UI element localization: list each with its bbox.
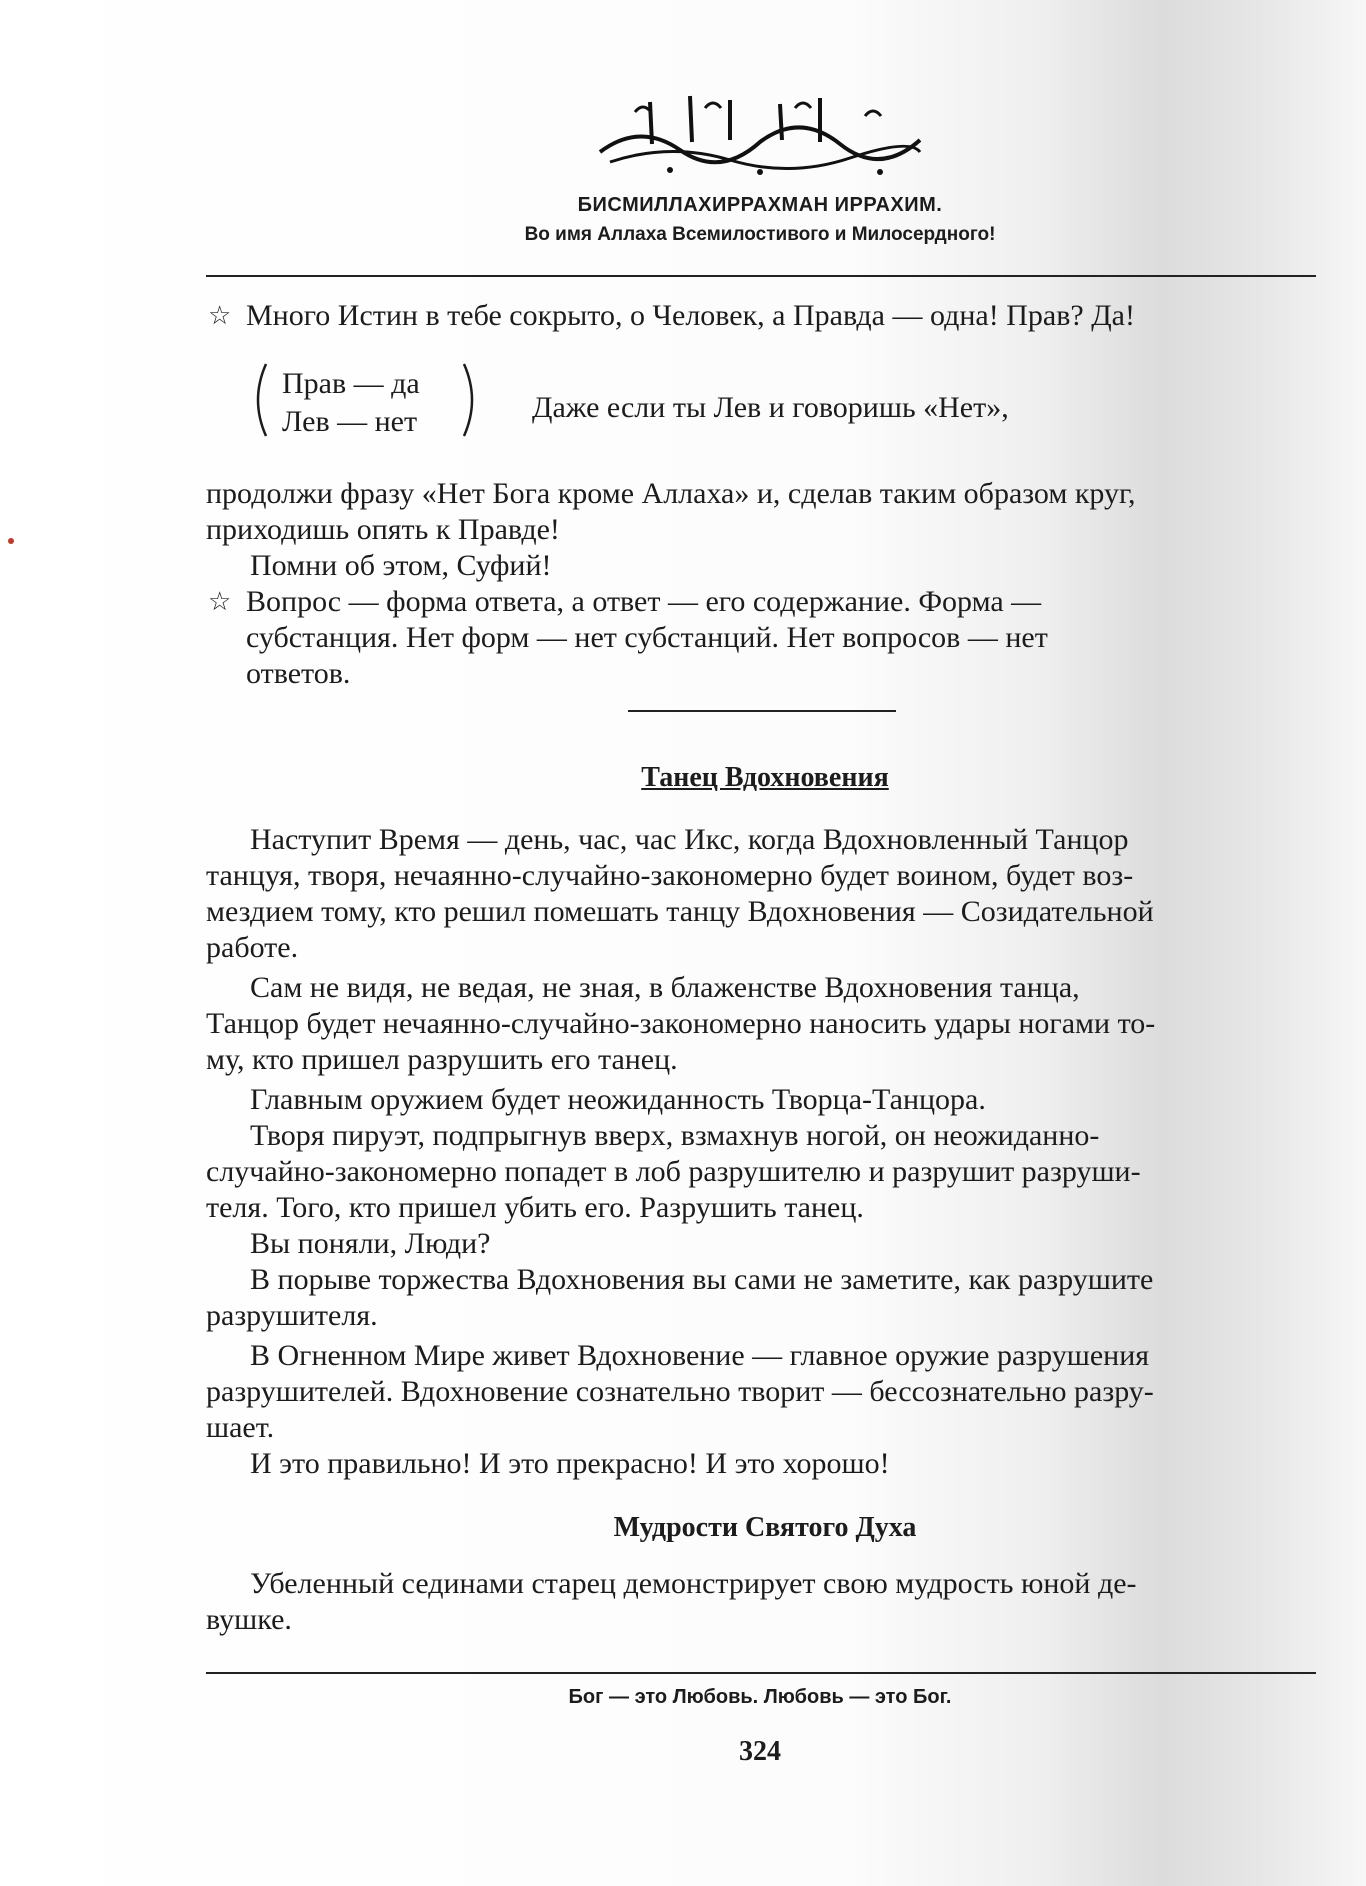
text-line: мездием тому, кто решил помешать танцу Вдохновения — Созидательной — [206, 895, 1154, 928]
right-bracket-icon — [460, 360, 484, 440]
header-subtitle: Во имя Аллаха Всемилостивого и Милосердного! — [524, 224, 996, 245]
text-line: случайно-закономерно попадет в лоб разрушителю и разрушит разруши- — [206, 1155, 1141, 1188]
text-line: работе. — [206, 931, 299, 964]
text-line: ответов. — [246, 657, 351, 690]
header-title: БИСМИЛЛАХИРРАХМАН ИРРАХИМ. — [577, 194, 943, 216]
bracket-bottom: Лев — нет — [282, 405, 418, 438]
text-line: вушке. — [206, 1603, 292, 1636]
left-bracket-icon — [246, 360, 270, 440]
text-line: Сам не видя, не ведая, не зная, в блаженстве Вдохновения танца, — [250, 971, 1080, 1004]
section-heading: Мудрости Святого Духа — [613, 1512, 917, 1543]
footer-rule — [206, 1672, 1316, 1674]
margin-mark — [8, 538, 14, 544]
text-line: шает. — [206, 1411, 275, 1444]
bracket-side-text: Даже если ты Лев и говоришь «Нет», — [532, 391, 1009, 424]
text-line: продолжи фразу «Нет Бога кроме Аллаха» и, сделав таким образом круг, — [206, 477, 1136, 510]
text-line: субстанция. Нет форм — нет субстанций. Нет вопросов — нет — [246, 621, 1048, 654]
text-line: В Огненном Мире живет Вдохновение — главное оружие разрушения — [250, 1339, 1150, 1372]
text-line: танцуя, творя, нечаянно-случайно-закономерно будет воином, будет воз- — [206, 859, 1134, 892]
page-number: 324 — [739, 1736, 781, 1767]
text-line: приходишь опять к Правде! — [206, 513, 560, 546]
star-bullet-icon: ☆ — [208, 587, 232, 616]
text-line: теля. Того, кто пришел убить его. Разрушить танец. — [206, 1191, 864, 1224]
section-divider — [628, 710, 896, 712]
bracket-top: Прав — да — [282, 367, 420, 400]
text-line: Убеленный сединами старец демонстрирует свою мудрость юной де- — [250, 1567, 1137, 1600]
text-line: В порыве торжества Вдохновения вы сами не заметите, как разрушите — [250, 1263, 1154, 1296]
text-line: му, кто пришел разрушить его танец. — [206, 1043, 678, 1076]
text-line: Наступит Время — день, час, час Икс, когда Вдохновленный Танцор — [250, 823, 1129, 856]
star-bullet-icon: ☆ — [208, 301, 232, 330]
text-line: И это правильно! И это прекрасно! И это хорошо! — [250, 1447, 890, 1480]
header-rule — [206, 275, 1316, 277]
text-line: Помни об этом, Суфий! — [250, 549, 552, 582]
basmala-calligraphy — [580, 82, 940, 182]
text-line: Танцор будет нечаянно-случайно-закономерно наносить удары ногами то- — [206, 1007, 1156, 1040]
text-line: Творя пируэт, подпрыгнув вверх, взмахнув ногой, он неожиданно- — [250, 1119, 1100, 1152]
section-heading: Танец Вдохновения — [641, 762, 889, 793]
text-line: Вы поняли, Люди? — [250, 1227, 491, 1260]
text-line: разрушителей. Вдохновение сознательно творит — бессознательно разру- — [206, 1375, 1154, 1408]
footer-motto: Бог — это Любовь. Любовь — это Бог. — [568, 1686, 952, 1708]
text-line: Вопрос — форма ответа, а ответ — его содержание. Форма — — [246, 585, 1042, 618]
text-line: Много Истин в тебе сокрыто, о Человек, а Правда — одна! Прав? Да! — [246, 299, 1135, 332]
text-line: Главным оружием будет неожиданность Творца-Танцора. — [250, 1083, 986, 1116]
text-line: разрушителя. — [206, 1299, 378, 1332]
